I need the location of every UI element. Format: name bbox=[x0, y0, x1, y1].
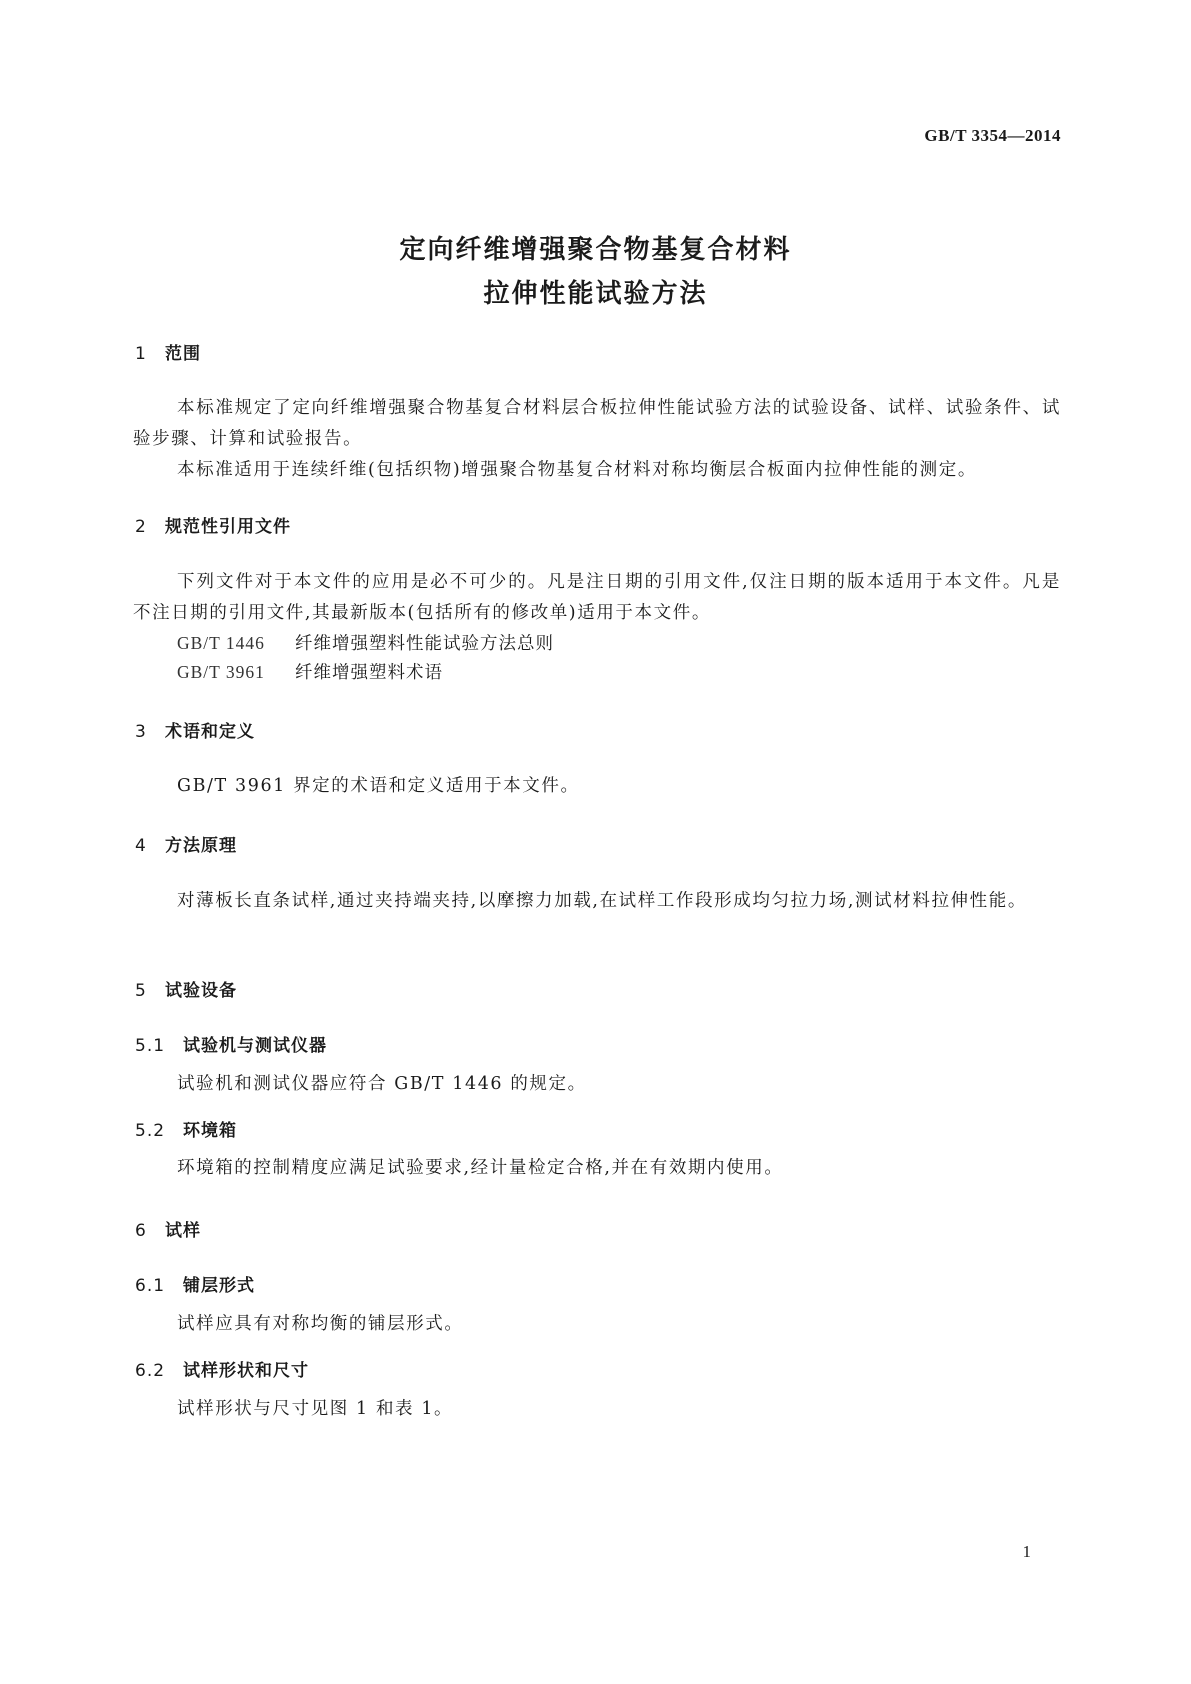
section-heading-2 bbox=[135, 512, 291, 537]
section-number: 4 bbox=[135, 836, 147, 856]
subsection-heading-5-1 bbox=[135, 1031, 327, 1056]
reference-title: 纤维增强塑料性能试验方法总则 bbox=[295, 634, 554, 654]
subsection-number: 5.2 bbox=[135, 1121, 166, 1141]
subsection-title: 试样形状和尺寸 bbox=[183, 1361, 309, 1381]
reference-item bbox=[177, 630, 554, 655]
reference-item bbox=[177, 659, 443, 684]
section-number: 2 bbox=[135, 517, 147, 537]
section-heading-3 bbox=[135, 717, 255, 742]
section-heading-4 bbox=[135, 831, 237, 856]
subsection-title: 试验机与测试仪器 bbox=[183, 1036, 327, 1056]
section-number: 6 bbox=[135, 1221, 147, 1241]
paragraph: 下列文件对于本文件的应用是必不可少的。凡是注日期的引用文件,仅注日期的版本适用于本文件。凡是不注日期的引用文件,其最新版本(包括所有的修改单)适用于本文件。 bbox=[133, 572, 1061, 623]
paragraph: 本标准规定了定向纤维增强聚合物基复合材料层合板拉伸性能试验方法的试验设备、试样、试验条件、试验步骤、计算和试验报告。 bbox=[133, 398, 1061, 449]
paragraph: 对薄板长直条试样,通过夹持端夹持,以摩擦力加载,在试样工作段形成均匀拉力场,测试材料拉伸性能。 bbox=[177, 891, 1027, 911]
subsection-title: 环境箱 bbox=[183, 1121, 237, 1141]
reference-code: GB/T 1446 bbox=[177, 633, 265, 653]
standard-code: GB/T 3354—2014 bbox=[924, 126, 1061, 145]
title-line-2: 拉伸性能试验方法 bbox=[483, 279, 708, 309]
paragraph: 环境箱的控制精度应满足试验要求,经计量检定合格,并在有效期内使用。 bbox=[177, 1158, 784, 1178]
subsection-heading-5-2 bbox=[135, 1116, 237, 1141]
reference-title: 纤维增强塑料术语 bbox=[295, 663, 443, 683]
paragraph: GB/T 3961 界定的术语和定义适用于本文件。 bbox=[177, 776, 580, 796]
section-number: 5 bbox=[135, 981, 147, 1001]
section-heading-5 bbox=[135, 976, 237, 1001]
subsection-number: 5.1 bbox=[135, 1036, 166, 1056]
reference-code: GB/T 3961 bbox=[177, 662, 265, 682]
paragraph: 试样形状与尺寸见图 1 和表 1。 bbox=[177, 1399, 454, 1419]
section-title: 试验设备 bbox=[165, 981, 237, 1001]
subsection-number: 6.1 bbox=[135, 1276, 166, 1296]
subsection-heading-6-2 bbox=[135, 1356, 309, 1381]
section-title: 范围 bbox=[165, 344, 201, 364]
paragraph: 本标准适用于连续纤维(包括织物)增强聚合物基复合材料对称均衡层合板面内拉伸性能的测定。 bbox=[177, 460, 977, 480]
section-number: 1 bbox=[135, 344, 147, 364]
section-number: 3 bbox=[135, 722, 147, 742]
title-line-1: 定向纤维增强聚合物基复合材料 bbox=[399, 235, 792, 265]
subsection-heading-6-1 bbox=[135, 1271, 255, 1296]
page-number: 1 bbox=[1022, 1542, 1031, 1561]
subsection-number: 6.2 bbox=[135, 1361, 166, 1381]
paragraph: 试样应具有对称均衡的铺层形式。 bbox=[177, 1314, 464, 1334]
section-title: 试样 bbox=[165, 1221, 201, 1241]
section-title: 规范性引用文件 bbox=[165, 517, 291, 537]
section-title: 方法原理 bbox=[165, 836, 237, 856]
section-heading-6 bbox=[135, 1216, 201, 1241]
section-heading-1 bbox=[135, 339, 201, 364]
subsection-title: 铺层形式 bbox=[183, 1276, 255, 1296]
document-title bbox=[0, 228, 1191, 316]
paragraph: 试验机和测试仪器应符合 GB/T 1446 的规定。 bbox=[177, 1074, 587, 1094]
section-title: 术语和定义 bbox=[165, 722, 255, 742]
